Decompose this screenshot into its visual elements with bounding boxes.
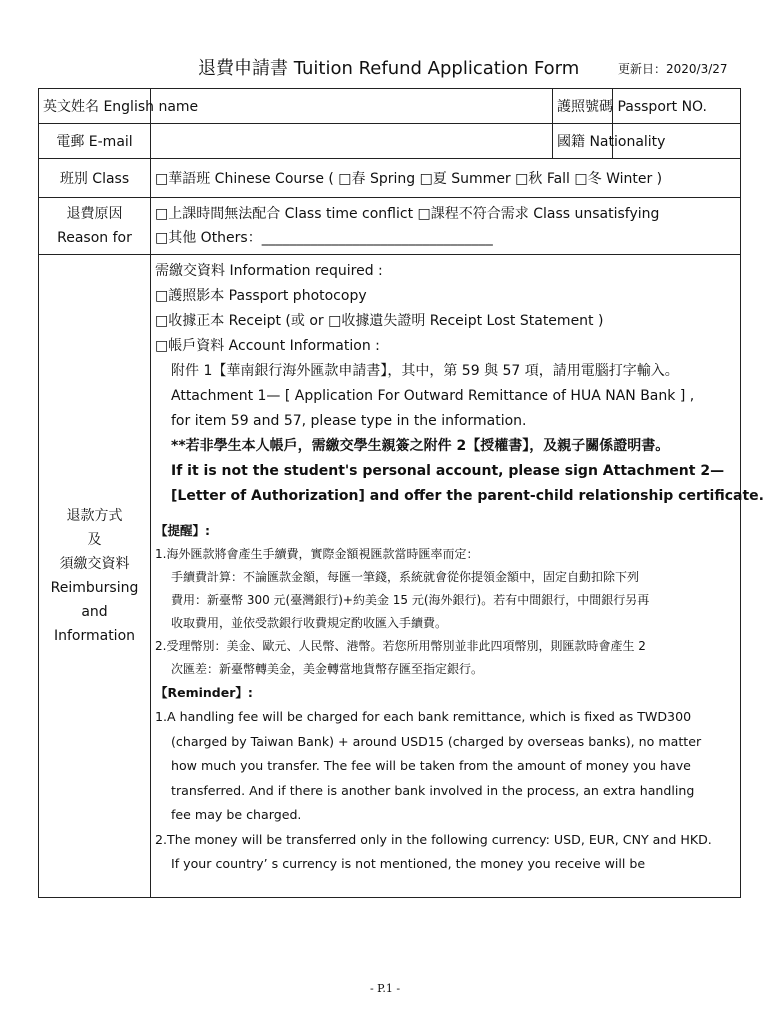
nationality-label: 國籍 Nationality	[553, 124, 613, 159]
passport-photocopy-checkbox[interactable]: □護照影本 Passport photocopy	[155, 288, 367, 304]
reminder-en-line: 1.A handling fee will be charged for each bank remittance, which is fixed as TWD300	[155, 709, 692, 724]
reimb-label-line: Reimbursing	[50, 580, 139, 596]
reason-label-en: Reason for	[57, 230, 132, 246]
page-number: - P.1 -	[369, 982, 401, 995]
english-name-field[interactable]	[151, 89, 553, 124]
receipt-checkbox[interactable]: □收據正本 Receipt (或 or □收據遺失證明 Receipt Lost Statement )	[155, 313, 604, 329]
attachment-zh: 附件 1【華南銀行海外匯款申請書】，其中，第 59 與 57 項，請用電腦打字輸入。	[171, 363, 679, 379]
attachment-en-2: for item 59 and 57, please type in the information.	[171, 413, 527, 429]
reimb-label-line: 退款方式	[66, 508, 123, 524]
non-student-zh: **若非學生本人帳戶，需繳交學生親簽之附件 2【授權書】，及親子關係證明書。	[171, 438, 670, 454]
reimb-label-line: and	[81, 604, 108, 620]
reason-label-zh: 退費原因	[66, 206, 123, 222]
english-name-label: 英文姓名 English name	[39, 89, 151, 124]
reimb-label-line: 及	[87, 532, 102, 548]
form-title: 退費申請書 Tuition Refund Application Form	[198, 58, 580, 79]
reminder-zh-line: 費用：新臺幣 300 元(臺灣銀行)+約美金 15 元(海外銀行)。若有中間銀行，中間銀行另再	[171, 593, 650, 607]
class-label: 班別 Class	[39, 159, 151, 198]
updated-date: 更新日：2020/3/27	[618, 62, 728, 76]
reminder-zh-line: 收取費用，並依受款銀行收費規定酌收匯入手續費。	[171, 616, 448, 630]
application-form-table	[38, 88, 764, 898]
reminder-zh-line: 2.受理幣別：美金、歐元、人民幣、港幣。若您所用幣別並非此四項幣別，則匯款時會產生 2	[155, 639, 646, 653]
class-options[interactable]: □華語班 Chinese Course ( □春 Spring □夏 Summer □秋 Fall □冬 Winter )	[151, 159, 741, 198]
non-student-en-1: If it is not the student's personal account, please sign Attachment 2—	[171, 463, 725, 479]
reminder-en-line: how much you transfer. The fee will be taken from the amount of money you have	[171, 758, 691, 773]
reimbursement-content	[151, 255, 764, 898]
passport-label: 護照號碼 Passport NO.	[553, 89, 613, 124]
reimb-label-line: Information	[53, 628, 136, 644]
reason-line-1[interactable]: □上課時間無法配合 Class time conflict □課程不符合需求 Class unsatisfying	[155, 206, 660, 222]
required-title: 需繳交資料 Information required :	[155, 263, 383, 279]
reminder-zh-line: 次匯差：新臺幣轉美金，美金轉當地貨幣存匯至指定銀行。	[171, 662, 484, 676]
reminder-zh-line: 手續費計算：不論匯款金額，每匯一筆錢，系統就會從你提領金額中，固定自動扣除下列	[171, 570, 640, 584]
reminder-en-title: 【Reminder】:	[155, 685, 253, 700]
reason-line-2[interactable]: □其他 Others：_________________________________	[155, 230, 493, 246]
reason-options[interactable]	[151, 198, 741, 255]
email-field[interactable]	[151, 124, 553, 159]
reimb-label-line: 須繳交資料	[59, 556, 130, 572]
reimbursement-label	[39, 255, 151, 898]
reminder-en-line: If your country’ s currency is not mentioned, the money you receive will be	[171, 856, 646, 871]
reminder-zh-line: 1.海外匯款將會產生手續費，實際金額視匯款當時匯率而定：	[155, 547, 479, 561]
attachment-en-1: Attachment 1— [ Application For Outward Remittance of HUA NAN Bank ] ,	[171, 388, 695, 404]
email-label: 電郵 E-mail	[39, 124, 151, 159]
reminder-zh-title: 【提醒】:	[155, 523, 210, 538]
non-student-en-2: [Letter of Authorization] and offer the parent-child relationship certificate.	[171, 488, 764, 504]
reminder-en-line: 2.The money will be transferred only in the following currency: USD, EUR, CNY and HKD.	[155, 831, 712, 847]
reminder-en-line: (charged by Taiwan Bank) + around USD15 (charged by overseas banks), no matter	[171, 733, 702, 749]
reminder-en-line: fee may be charged.	[171, 807, 302, 822]
reminder-en-line: transferred. And if there is another bank involved in the process, an extra handling	[171, 782, 695, 798]
account-info-checkbox[interactable]: □帳戶資料 Account Information :	[155, 338, 380, 354]
reason-label	[39, 198, 151, 255]
